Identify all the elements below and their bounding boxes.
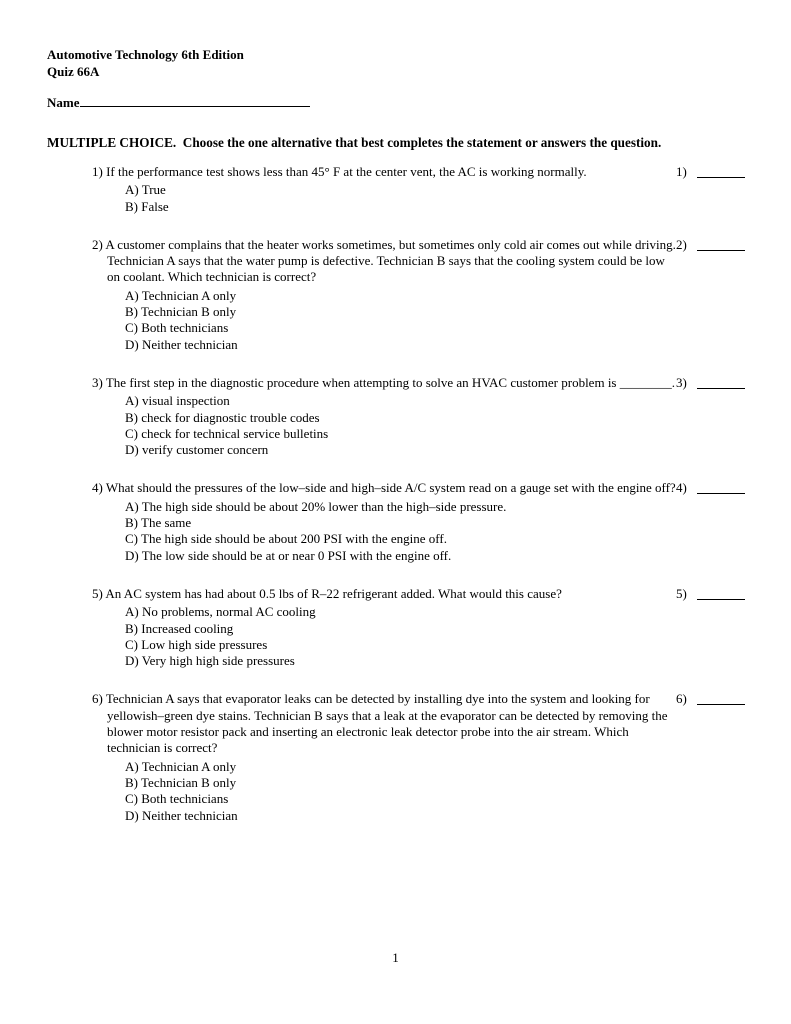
option-c[interactable]: C) check for technical service bulletins: [125, 425, 329, 441]
instructions: MULTIPLE CHOICE. Choose the one alternative that best completes the statement or answers the question.: [47, 135, 662, 150]
question-text: [92, 164, 676, 180]
course-title: Automotive Technology 6th Edition: [47, 47, 244, 62]
answer-slot-2: [676, 237, 745, 253]
answer-number: 3): [676, 374, 687, 390]
answer-blank[interactable]: [697, 164, 745, 178]
option-c[interactable]: C) The high side should be about 200 PSI with the engine off.: [125, 531, 447, 547]
answer-slot-5: [676, 586, 745, 602]
question-text: [92, 691, 676, 756]
answer-slot-3: [676, 375, 745, 391]
question-number: 1): [92, 164, 103, 179]
option-c[interactable]: C) Low high side pressures: [125, 636, 268, 652]
option-c[interactable]: C) Both technicians: [125, 791, 229, 807]
answer-slot-6: [676, 691, 745, 707]
question-number: 4): [92, 480, 103, 496]
question-number: 6): [92, 691, 103, 707]
question-1: [92, 164, 791, 215]
question-statement: An AC system has had about 0.5 lbs of R–22 refrigerant added. What would this cause?: [105, 585, 562, 601]
option-c[interactable]: C) Both technicians: [125, 320, 229, 336]
question-statement: The first step in the diagnostic procedure when attempting to solve an HVAC customer problem is ________.: [105, 374, 675, 390]
question-6-options: [92, 759, 676, 824]
option-b[interactable]: B) Technician B only: [125, 304, 237, 320]
name-row: [47, 94, 744, 111]
question-5-body: [92, 586, 676, 669]
option-a[interactable]: A) Technician A only: [125, 758, 237, 774]
question-text: [92, 237, 676, 286]
option-d[interactable]: D) Neither technician: [125, 807, 238, 823]
answer-blank[interactable]: [697, 691, 745, 705]
questions-list: [92, 164, 791, 824]
question-number: 2): [92, 236, 103, 252]
option-d[interactable]: D) verify customer concern: [125, 442, 269, 458]
answer-number: 5): [676, 585, 687, 601]
answer-blank[interactable]: [697, 480, 745, 494]
question-2-body: [92, 237, 676, 353]
answer-number: 2): [676, 236, 687, 252]
page-number: 1: [392, 950, 399, 965]
question-6: [92, 691, 791, 823]
option-a[interactable]: A) visual inspection: [125, 393, 230, 409]
question-3-body: [92, 375, 676, 458]
option-b[interactable]: B) False: [125, 198, 169, 214]
option-a[interactable]: A) No problems, normal AC cooling: [125, 604, 316, 620]
option-a[interactable]: A) The high side should be about 20% lower than the high–side pressure.: [125, 498, 507, 514]
question-statement: If the performance test shows less than 45° F at the center vent, the AC is working normally.: [106, 164, 587, 179]
question-6-body: [92, 691, 676, 823]
answer-number: 4): [676, 480, 687, 496]
question-3-options: [92, 393, 676, 458]
question-1-options: [92, 182, 676, 215]
answer-slot-1: [676, 164, 745, 180]
option-d[interactable]: D) Very high high side pressures: [125, 653, 295, 669]
answer-slot-4: [676, 480, 745, 496]
answer-blank[interactable]: [697, 586, 745, 600]
question-statement: Technician A says that evaporator leaks can be detected by installing dye into the system and looking for yellowish–green dye stains. Technician B says that a leak at the evaporator can be detected by removing the blower motor resistor pack and inserting an electronic leak detector probe into the air stream. Which technician is correct?: [105, 691, 668, 756]
question-statement: A customer complains that the heater works sometimes, but sometimes only cold air comes out while driving. Technician A says that the water pump is defective. Technician B says that the cooling system could be low on coolant. Which technician is correct?: [105, 236, 676, 285]
question-5: [92, 586, 791, 669]
answer-blank[interactable]: [697, 237, 745, 251]
question-number: 5): [92, 585, 103, 601]
option-a[interactable]: A) Technician A only: [125, 287, 237, 303]
question-text: [92, 480, 676, 496]
option-b[interactable]: B) The same: [125, 515, 192, 531]
quiz-title: Quiz 66A: [47, 63, 100, 79]
option-d[interactable]: D) The low side should be at or near 0 PSI with the engine off.: [125, 547, 452, 563]
question-number: 3): [92, 374, 103, 390]
question-3: [92, 375, 791, 458]
question-4-body: [92, 480, 676, 563]
option-a[interactable]: A) True: [125, 182, 166, 198]
question-5-options: [92, 604, 676, 669]
option-b[interactable]: B) check for diagnostic trouble codes: [125, 409, 320, 425]
name-input-line[interactable]: [80, 94, 310, 107]
answer-number: 1): [676, 164, 687, 179]
question-text: [92, 375, 676, 391]
name-label: Name: [47, 95, 80, 110]
question-statement: What should the pressures of the low–side and high–side A/C system read on a gauge set with the engine off?: [105, 480, 676, 496]
question-4-options: [92, 499, 676, 564]
document-header: [47, 47, 744, 80]
answer-blank[interactable]: [697, 375, 745, 389]
question-1-body: [92, 164, 676, 215]
question-text: [92, 586, 676, 602]
question-2: [92, 237, 791, 353]
option-b[interactable]: B) Increased cooling: [125, 620, 234, 636]
option-d[interactable]: D) Neither technician: [125, 336, 238, 352]
option-b[interactable]: B) Technician B only: [125, 774, 237, 790]
question-2-options: [92, 288, 676, 353]
answer-number: 6): [676, 691, 687, 707]
question-4: [92, 480, 791, 563]
